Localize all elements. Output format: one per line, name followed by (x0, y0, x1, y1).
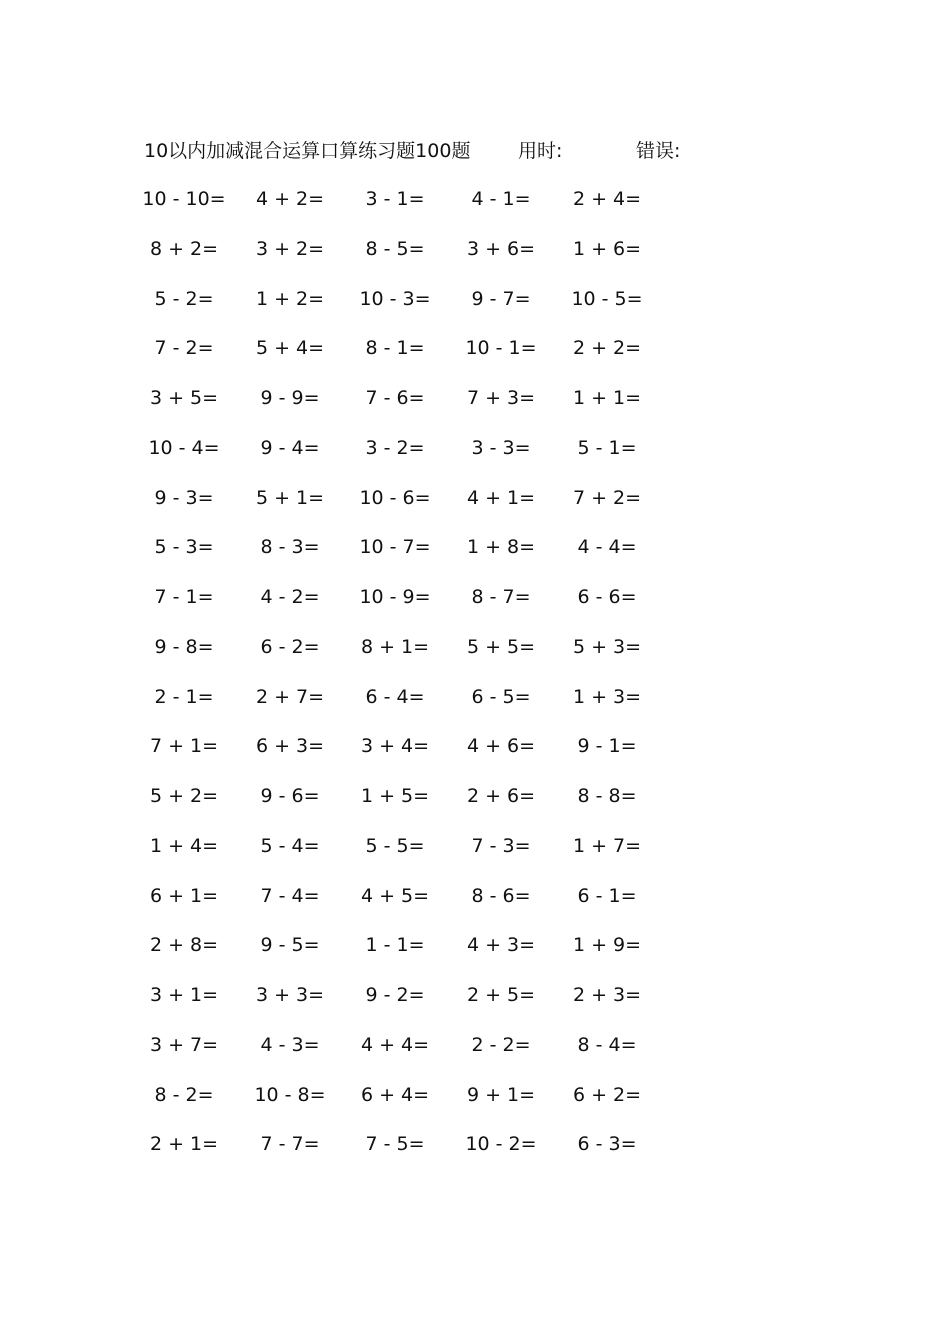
math-problem: 9 - 6= (260, 785, 320, 807)
math-problem: 2 + 6= (466, 785, 536, 807)
math-problem: 7 - 7= (260, 1133, 320, 1156)
math-problem: 10 - 9= (359, 586, 431, 608)
math-problem: 4 + 5= (360, 884, 430, 907)
math-problem: 6 + 1= (149, 884, 219, 907)
math-problem: 2 + 3= (572, 984, 642, 1006)
math-problem: 3 + 2= (255, 237, 325, 260)
math-problem: 4 + 6= (466, 735, 536, 758)
math-problem: 3 - 1= (365, 188, 425, 210)
math-problem: 5 + 5= (466, 635, 536, 658)
problem-row (0, 1030, 950, 1080)
math-problem: 1 + 6= (572, 237, 642, 260)
math-problem: 2 + 4= (572, 188, 642, 210)
math-problem: 1 + 3= (572, 685, 642, 708)
math-problem: 3 + 4= (360, 735, 430, 758)
math-problem: 10 - 2= (465, 1133, 537, 1156)
math-problem: 2 - 2= (471, 1033, 531, 1056)
math-problem: 1 + 8= (466, 536, 536, 559)
math-problem: 7 - 2= (154, 337, 214, 360)
math-problem: 5 + 4= (255, 337, 325, 360)
math-problem: 1 + 9= (572, 934, 642, 957)
math-problem: 6 - 6= (577, 586, 637, 608)
math-problem: 7 - 6= (365, 387, 425, 409)
math-problem: 1 + 4= (149, 834, 219, 857)
math-problem: 7 - 3= (471, 834, 531, 857)
math-problem: 2 + 2= (572, 337, 642, 360)
math-problem: 1 - 1= (365, 934, 425, 957)
math-problem: 2 + 1= (149, 1133, 219, 1156)
math-problem: 9 - 4= (260, 436, 320, 459)
math-problem: 10 - 5= (571, 287, 643, 310)
math-problem: 9 - 2= (365, 984, 425, 1006)
math-problem: 9 - 7= (471, 287, 531, 310)
problem-row (0, 333, 950, 383)
math-problem: 4 - 1= (471, 188, 531, 210)
problem-row (0, 980, 950, 1030)
math-problem: 3 + 7= (149, 1033, 219, 1056)
problem-row (0, 930, 950, 980)
math-problem: 1 + 5= (360, 785, 430, 807)
math-problem: 5 - 3= (154, 536, 214, 559)
math-problem: 6 - 1= (577, 884, 637, 907)
math-problem: 3 + 6= (466, 237, 536, 260)
math-problem: 9 - 5= (260, 934, 320, 957)
problem-row (0, 682, 950, 732)
math-problem: 8 + 2= (149, 237, 219, 260)
math-problem: 4 + 1= (466, 486, 536, 509)
problem-row (0, 1080, 950, 1130)
math-problem: 3 + 5= (149, 387, 219, 409)
math-problem: 2 + 8= (149, 934, 219, 957)
math-problem: 8 - 1= (365, 337, 425, 360)
math-problem: 10 - 6= (359, 486, 431, 509)
math-problem: 7 + 3= (466, 387, 536, 409)
math-problem: 10 - 8= (254, 1083, 326, 1106)
math-problem: 5 - 4= (260, 834, 320, 857)
math-problem: 4 - 2= (260, 586, 320, 608)
math-problem: 8 + 1= (360, 635, 430, 658)
problem-grid (0, 184, 950, 1179)
problem-row (0, 234, 950, 284)
math-problem: 8 - 5= (365, 237, 425, 260)
problem-row (0, 383, 950, 433)
math-problem: 4 + 2= (255, 188, 325, 210)
math-problem: 2 + 7= (255, 685, 325, 708)
problem-row (0, 483, 950, 533)
errors-label: 错误: (636, 140, 681, 162)
problem-row (0, 284, 950, 334)
math-problem: 9 - 1= (577, 735, 637, 758)
math-problem: 3 + 3= (255, 984, 325, 1006)
problem-row (0, 532, 950, 582)
math-problem: 6 - 4= (365, 685, 425, 708)
math-problem: 5 + 3= (572, 635, 642, 658)
math-problem: 6 + 3= (255, 735, 325, 758)
math-problem: 2 - 1= (154, 685, 214, 708)
problem-row (0, 184, 950, 234)
math-problem: 8 - 7= (471, 586, 531, 608)
math-problem: 5 + 2= (149, 785, 219, 807)
math-problem: 1 + 7= (572, 834, 642, 857)
math-problem: 9 - 3= (154, 486, 214, 509)
math-problem: 3 + 1= (149, 984, 219, 1006)
math-problem: 8 - 6= (471, 884, 531, 907)
math-problem: 9 - 9= (260, 387, 320, 409)
math-problem: 5 - 5= (365, 834, 425, 857)
problem-row (0, 1129, 950, 1179)
math-problem: 10 - 10= (142, 188, 226, 210)
math-problem: 7 - 5= (365, 1133, 425, 1156)
problem-row (0, 881, 950, 931)
math-problem: 4 + 4= (360, 1033, 430, 1056)
problem-row (0, 781, 950, 831)
math-problem: 5 + 1= (255, 486, 325, 509)
math-problem: 1 + 1= (572, 387, 642, 409)
problem-row (0, 433, 950, 483)
math-problem: 3 - 2= (365, 436, 425, 459)
math-problem: 8 - 2= (154, 1083, 214, 1106)
math-problem: 7 + 1= (149, 735, 219, 758)
math-problem: 6 + 2= (572, 1083, 642, 1106)
time-used-label: 用时: (518, 140, 563, 162)
math-problem: 10 - 1= (465, 337, 537, 360)
math-problem: 4 - 4= (577, 536, 637, 559)
math-problem: 10 - 4= (148, 436, 220, 459)
math-problem: 6 - 3= (577, 1133, 637, 1156)
math-problem: 8 - 8= (577, 785, 637, 807)
math-problem: 7 - 1= (154, 586, 214, 608)
math-problem: 7 + 2= (572, 486, 642, 509)
math-problem: 9 - 8= (154, 635, 214, 658)
problem-row (0, 582, 950, 632)
problem-row (0, 731, 950, 781)
math-problem: 5 - 1= (577, 436, 637, 459)
math-problem: 2 + 5= (466, 984, 536, 1006)
math-problem: 8 - 3= (260, 536, 320, 559)
worksheet-title: 10以内加减混合运算口算练习题100题 (144, 140, 471, 162)
problem-row (0, 632, 950, 682)
math-problem: 6 - 2= (260, 635, 320, 658)
math-problem: 6 - 5= (471, 685, 531, 708)
math-problem: 3 - 3= (471, 436, 531, 459)
math-problem: 10 - 7= (359, 536, 431, 559)
math-problem: 10 - 3= (359, 287, 431, 310)
math-problem: 5 - 2= (154, 287, 214, 310)
math-problem: 1 + 2= (255, 287, 325, 310)
math-problem: 8 - 4= (577, 1033, 637, 1056)
math-problem: 4 + 3= (466, 934, 536, 957)
math-problem: 7 - 4= (260, 884, 320, 907)
worksheet-header (144, 136, 764, 166)
math-problem: 9 + 1= (466, 1083, 536, 1106)
problem-row (0, 831, 950, 881)
math-problem: 4 - 3= (260, 1033, 320, 1056)
math-problem: 6 + 4= (360, 1083, 430, 1106)
